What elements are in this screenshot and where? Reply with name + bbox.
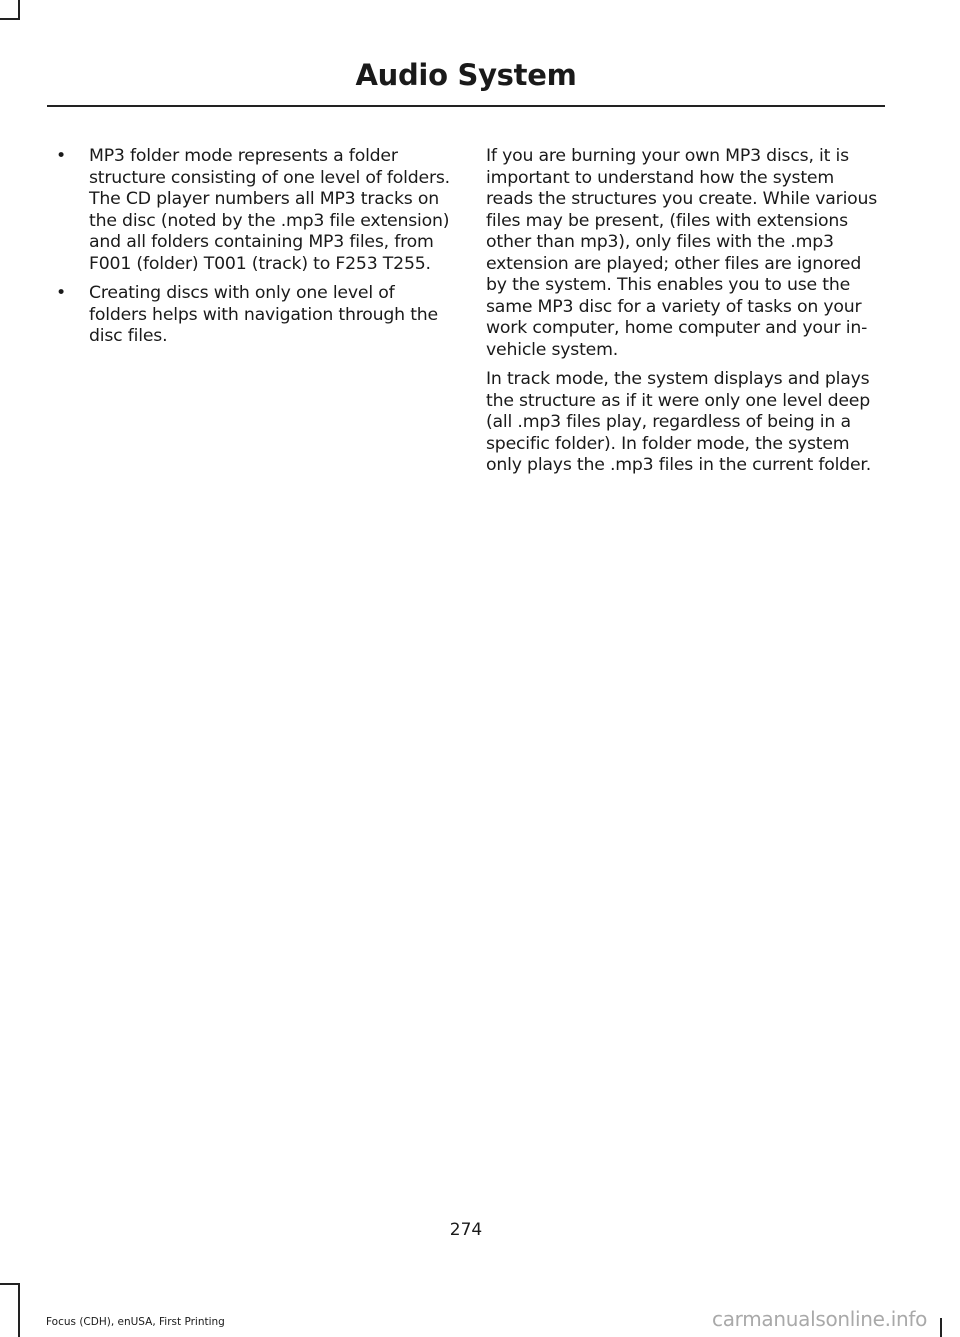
header-divider xyxy=(47,105,885,107)
page-title: Audio System xyxy=(355,58,577,92)
watermark: carmanualsonline.info xyxy=(712,1307,928,1331)
bullet-text: Creating discs with only one level of folders helps with navigation through the disc files. xyxy=(89,283,438,346)
crop-mark-top-left-horizontal xyxy=(0,18,20,20)
bullet-icon: • xyxy=(56,146,66,166)
paragraph: If you are burning your own MP3 discs, it is important to understand how the system reads the structures you create. While various files may be present, (files with extensions other than mp3), only files with the .mp3 extension are played; other files are ignored by the system. This enables you to use the same MP3 disc for a variety of tasks on your work computer, home computer and your in-vehicle system. xyxy=(486,146,878,360)
footer-edition: Focus (CDH), enUSA, First Printing xyxy=(46,1316,225,1328)
bullet-icon: • xyxy=(56,283,66,303)
crop-mark-top-left-vertical xyxy=(18,0,20,18)
right-column xyxy=(486,146,883,485)
crop-mark-bottom-right-vertical xyxy=(940,1318,942,1337)
paragraph: In track mode, the system displays and plays the structure as if it were only one level deep (all .mp3 files play, regardless of being in a specific folder). In folder mode, the system only plays the .mp3 files in the current folder. xyxy=(486,369,871,475)
page-number: 274 xyxy=(449,1220,483,1240)
bullet-item xyxy=(56,146,451,275)
left-column xyxy=(56,146,451,356)
crop-mark-bottom-left-vertical xyxy=(18,1283,20,1337)
bullet-item xyxy=(56,283,451,348)
bullet-text: MP3 folder mode represents a folder structure consisting of one level of folders. The CD player numbers all MP3 tracks on the disc (noted by the .mp3 file extension) and all folders containing MP3 files, from F001 (folder) T001 (track) to F253 T255. xyxy=(89,146,450,274)
crop-mark-bottom-left-horizontal xyxy=(0,1283,20,1285)
